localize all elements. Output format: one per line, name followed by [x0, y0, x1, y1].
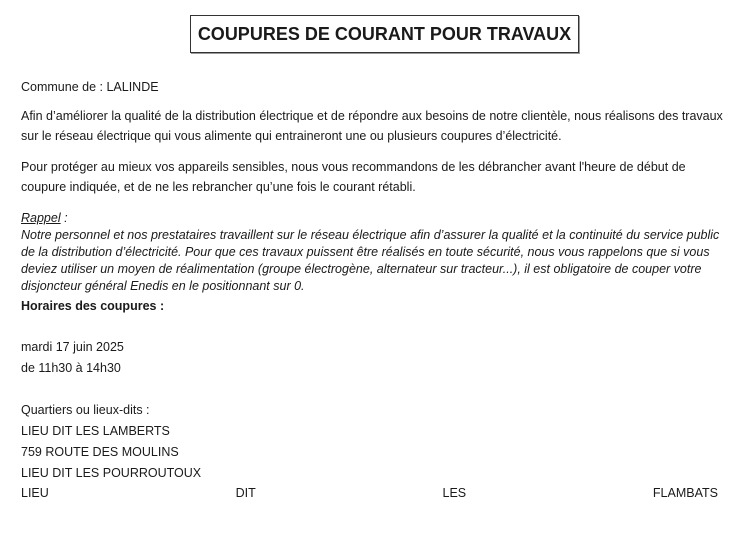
title-box [190, 15, 579, 53]
quartiers-heading: Quartiers ou lieux-dits : [21, 403, 150, 417]
lieu-item-2: 759 ROUTE DES MOULINS [21, 445, 179, 459]
rappel-block [21, 210, 731, 295]
lieu-item-4-word-3: LES [442, 486, 467, 500]
intro-paragraph: Afin d’améliorer la qualité de la distribution électrique et de répondre aux besoins de notre clientèle, nous réalisons des travaux sur le réseau électrique qui vous alimente qui entraineront une ou plusieurs coupures d’électricité. [21, 109, 723, 143]
cut-date: mardi 17 juin 2025 [21, 340, 124, 354]
lieu-item-4-word-4: FLAMBATS [652, 486, 718, 500]
lieu-item-4-word-2: DIT [235, 486, 256, 500]
rappel-colon: : [60, 211, 68, 225]
rappel-text: Notre personnel et nos prestataires travaillent sur le réseau électrique afin d’assurer la qualité et la continuité du service public de la distribution d’électricité. Pour que ces travaux puissent être réalisés en toute sécurité, nous vous rappelons que si vous deviez utiliser un moyen de réalimentation (groupe électrogène, alternateur sur tracteur...), il est obligatoire de couper votre disjoncteur général Enedis en le positionnant sur 0. [21, 228, 720, 293]
rappel-heading [21, 210, 731, 227]
horaires-heading: Horaires des coupures : [21, 299, 165, 313]
cut-time: de 11h30 à 14h30 [21, 361, 121, 375]
lieu-item-3: LIEU DIT LES POURROUTOUX [21, 466, 202, 480]
lieu-item-4 [21, 486, 718, 500]
page-title: COUPURES DE COURANT POUR TRAVAUX [197, 23, 572, 44]
lieu-item-4-word-1: LIEU [21, 486, 49, 500]
advice-paragraph: Pour protéger au mieux vos appareils sensibles, nous vous recommandons de les débrancher avant l'heure de début de coupure indiquée, et de ne les rebrancher qu’une fois le courant rétabli. [21, 160, 686, 194]
rappel-label: Rappel [21, 211, 61, 225]
commune-line: Commune de : LALINDE [21, 80, 159, 94]
lieu-item-1: LIEU DIT LES LAMBERTS [21, 424, 170, 438]
